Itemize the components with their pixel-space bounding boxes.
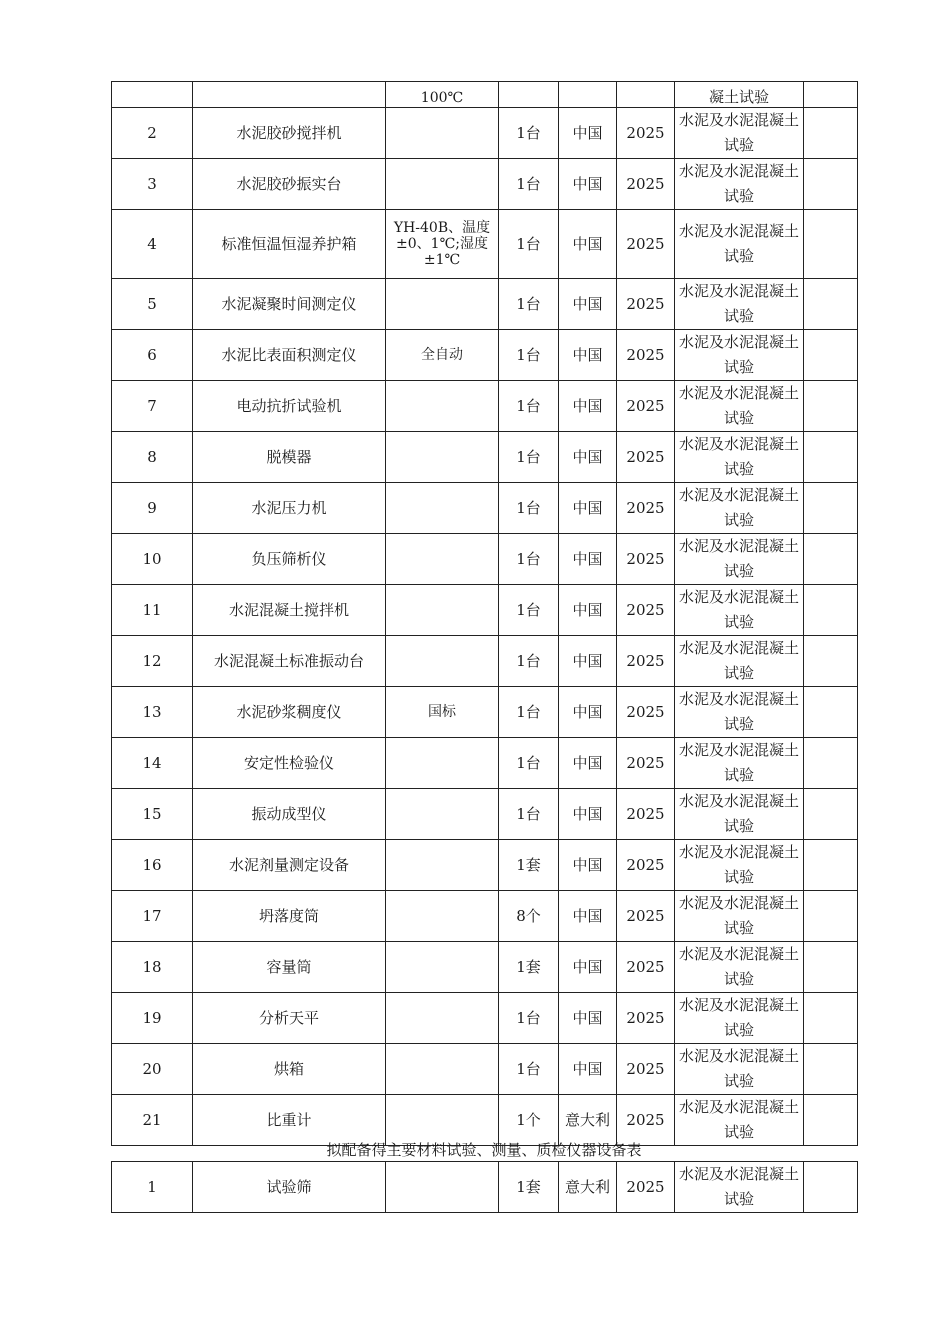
cell-no: 16 <box>112 840 193 891</box>
table-row <box>112 789 858 840</box>
cell-year: 2025 <box>617 993 675 1044</box>
cell-year: 2025 <box>617 1044 675 1095</box>
cell-year: 2025 <box>617 738 675 789</box>
cell-use: 水泥及水泥混凝土试验 <box>675 1095 804 1146</box>
cell-qty: 1台 <box>499 993 559 1044</box>
cell-spec <box>386 993 499 1044</box>
cell-spec <box>386 381 499 432</box>
cell-name: 水泥胶砂搅拌机 <box>193 108 386 159</box>
cell-use: 水泥及水泥混凝土试验 <box>675 534 804 585</box>
cell-use: 水泥及水泥混凝土试验 <box>675 1162 804 1213</box>
cell-origin: 意大利 <box>559 1162 617 1213</box>
cell-qty: 1台 <box>499 636 559 687</box>
table-row <box>112 738 858 789</box>
cell-no: 14 <box>112 738 193 789</box>
cell-remark <box>804 381 858 432</box>
cell-remark <box>804 534 858 585</box>
cell-no: 17 <box>112 891 193 942</box>
cell-qty: 1台 <box>499 738 559 789</box>
cell-spec <box>386 1162 499 1213</box>
cell-remark <box>804 483 858 534</box>
cell-remark <box>804 789 858 840</box>
cell-qty: 8个 <box>499 891 559 942</box>
table-row <box>112 993 858 1044</box>
cell-use: 水泥及水泥混凝土试验 <box>675 942 804 993</box>
cell-year: 2025 <box>617 687 675 738</box>
cell-qty: 1台 <box>499 108 559 159</box>
table-row <box>112 432 858 483</box>
cell-remark <box>804 279 858 330</box>
cell-name: 标准恒温恒湿养护箱 <box>193 210 386 279</box>
cell-remark <box>804 82 858 108</box>
cell-qty: 1个 <box>499 1095 559 1146</box>
continued-row <box>112 82 858 108</box>
cell-qty: 1套 <box>499 840 559 891</box>
cell-name: 电动抗折试验机 <box>193 381 386 432</box>
cell-remark <box>804 840 858 891</box>
cell-origin <box>559 82 617 108</box>
cell-no: 11 <box>112 585 193 636</box>
cell-use: 水泥及水泥混凝土试验 <box>675 789 804 840</box>
cell-origin: 中国 <box>559 789 617 840</box>
table-row <box>112 108 858 159</box>
cell-no: 4 <box>112 210 193 279</box>
cell-qty: 1套 <box>499 942 559 993</box>
cell-no: 9 <box>112 483 193 534</box>
cell-remark <box>804 687 858 738</box>
table-row <box>112 585 858 636</box>
cell-qty: 1台 <box>499 585 559 636</box>
cell-qty: 1台 <box>499 159 559 210</box>
cell-no: 6 <box>112 330 193 381</box>
cell-year: 2025 <box>617 840 675 891</box>
cell-origin: 中国 <box>559 381 617 432</box>
cell-origin: 中国 <box>559 891 617 942</box>
cell-name: 比重计 <box>193 1095 386 1146</box>
cell-remark <box>804 159 858 210</box>
cell-origin: 中国 <box>559 279 617 330</box>
cell-name: 烘箱 <box>193 1044 386 1095</box>
cell-no: 1 <box>112 1162 193 1213</box>
cell-name <box>193 82 386 108</box>
cell-qty: 1台 <box>499 483 559 534</box>
table-row <box>112 210 858 279</box>
cell-qty: 1台 <box>499 279 559 330</box>
cell-qty: 1台 <box>499 432 559 483</box>
cell-remark <box>804 330 858 381</box>
cell-remark <box>804 432 858 483</box>
cell-name: 试验筛 <box>193 1162 386 1213</box>
equipment-table <box>111 1161 858 1213</box>
cell-remark <box>804 891 858 942</box>
cell-use: 水泥及水泥混凝土试验 <box>675 585 804 636</box>
cell-no: 5 <box>112 279 193 330</box>
cell-use: 水泥及水泥混凝土试验 <box>675 432 804 483</box>
cell-name: 水泥比表面积测定仪 <box>193 330 386 381</box>
cell-name: 安定性检验仪 <box>193 738 386 789</box>
cell-year: 2025 <box>617 381 675 432</box>
table-row <box>112 279 858 330</box>
cell-name: 脱模器 <box>193 432 386 483</box>
cell-name: 水泥剂量测定设备 <box>193 840 386 891</box>
cell-no: 2 <box>112 108 193 159</box>
cell-no: 15 <box>112 789 193 840</box>
cell-spec: 100℃ <box>386 82 499 108</box>
cell-use: 水泥及水泥混凝土试验 <box>675 687 804 738</box>
cell-year: 2025 <box>617 585 675 636</box>
cell-name: 坍落度筒 <box>193 891 386 942</box>
table-row <box>112 636 858 687</box>
table-row <box>112 483 858 534</box>
cell-year: 2025 <box>617 210 675 279</box>
cell-origin: 中国 <box>559 330 617 381</box>
table-row <box>112 381 858 432</box>
cell-spec <box>386 279 499 330</box>
cell-qty: 1台 <box>499 210 559 279</box>
cell-origin: 中国 <box>559 1044 617 1095</box>
cell-spec <box>386 1095 499 1146</box>
cell-spec: 国标 <box>386 687 499 738</box>
cell-remark <box>804 210 858 279</box>
cell-use: 水泥及水泥混凝土试验 <box>675 636 804 687</box>
cell-qty: 1台 <box>499 789 559 840</box>
cell-use: 水泥及水泥混凝土试验 <box>675 738 804 789</box>
cell-name: 振动成型仪 <box>193 789 386 840</box>
cell-use: 水泥及水泥混凝土试验 <box>675 1044 804 1095</box>
cell-no: 13 <box>112 687 193 738</box>
cell-spec <box>386 108 499 159</box>
cell-remark <box>804 1044 858 1095</box>
cell-year: 2025 <box>617 942 675 993</box>
cell-no: 8 <box>112 432 193 483</box>
cell-qty: 1台 <box>499 687 559 738</box>
cell-spec <box>386 159 499 210</box>
cell-year: 2025 <box>617 108 675 159</box>
cell-name: 水泥混凝土搅拌机 <box>193 585 386 636</box>
table-row <box>112 891 858 942</box>
cell-no: 10 <box>112 534 193 585</box>
cell-origin: 中国 <box>559 687 617 738</box>
cell-no <box>112 82 193 108</box>
cell-spec <box>386 585 499 636</box>
cell-origin: 中国 <box>559 159 617 210</box>
cell-spec <box>386 891 499 942</box>
cell-remark <box>804 585 858 636</box>
table-caption: 拟配备得主要材料试验、测量、质检仪器设备表 <box>326 1141 642 1159</box>
table-row <box>112 942 858 993</box>
cell-use: 水泥及水泥混凝土试验 <box>675 891 804 942</box>
cell-year: 2025 <box>617 1162 675 1213</box>
cell-year: 2025 <box>617 636 675 687</box>
cell-name: 容量筒 <box>193 942 386 993</box>
table-row <box>112 840 858 891</box>
cell-origin: 中国 <box>559 942 617 993</box>
cell-no: 20 <box>112 1044 193 1095</box>
equipment-table-continued <box>111 81 858 1146</box>
cell-use: 水泥及水泥混凝土试验 <box>675 108 804 159</box>
table-row <box>112 1095 858 1146</box>
cell-use: 水泥及水泥混凝土试验 <box>675 483 804 534</box>
cell-year: 2025 <box>617 1095 675 1146</box>
cell-qty: 1台 <box>499 534 559 585</box>
cell-use: 水泥及水泥混凝土试验 <box>675 279 804 330</box>
cell-spec <box>386 432 499 483</box>
cell-origin: 中国 <box>559 534 617 585</box>
cell-name: 水泥砂浆稠度仪 <box>193 687 386 738</box>
cell-use: 水泥及水泥混凝土试验 <box>675 840 804 891</box>
cell-year: 2025 <box>617 483 675 534</box>
cell-spec: YH-40B、温度±0、1℃;湿度±1℃ <box>386 210 499 279</box>
cell-year: 2025 <box>617 534 675 585</box>
cell-origin: 中国 <box>559 585 617 636</box>
table-row <box>112 330 858 381</box>
cell-name: 负压筛析仪 <box>193 534 386 585</box>
table-row <box>112 1044 858 1095</box>
cell-no: 12 <box>112 636 193 687</box>
table-row <box>112 687 858 738</box>
cell-remark <box>804 942 858 993</box>
cell-spec <box>386 1044 499 1095</box>
cell-no: 7 <box>112 381 193 432</box>
cell-name: 水泥胶砂振实台 <box>193 159 386 210</box>
cell-spec <box>386 942 499 993</box>
cell-spec <box>386 738 499 789</box>
table-row <box>112 534 858 585</box>
cell-use: 水泥及水泥混凝土试验 <box>675 210 804 279</box>
cell-year: 2025 <box>617 279 675 330</box>
cell-origin: 中国 <box>559 210 617 279</box>
cell-name: 水泥凝聚时间测定仪 <box>193 279 386 330</box>
cell-remark <box>804 993 858 1044</box>
cell-year: 2025 <box>617 330 675 381</box>
cell-qty: 1台 <box>499 330 559 381</box>
cell-year: 2025 <box>617 789 675 840</box>
cell-name: 水泥压力机 <box>193 483 386 534</box>
cell-origin: 中国 <box>559 738 617 789</box>
cell-year: 2025 <box>617 159 675 210</box>
cell-no: 18 <box>112 942 193 993</box>
cell-use: 凝土试验 <box>675 82 804 108</box>
cell-origin: 中国 <box>559 840 617 891</box>
cell-origin: 中国 <box>559 636 617 687</box>
cell-spec: 全自动 <box>386 330 499 381</box>
cell-remark <box>804 636 858 687</box>
cell-origin: 意大利 <box>559 1095 617 1146</box>
cell-spec <box>386 534 499 585</box>
cell-spec <box>386 840 499 891</box>
cell-remark <box>804 738 858 789</box>
cell-spec <box>386 789 499 840</box>
cell-origin: 中国 <box>559 993 617 1044</box>
cell-year <box>617 82 675 108</box>
table-row <box>112 1162 858 1213</box>
cell-origin: 中国 <box>559 108 617 159</box>
cell-qty <box>499 82 559 108</box>
cell-qty: 1套 <box>499 1162 559 1213</box>
table-row <box>112 159 858 210</box>
cell-qty: 1台 <box>499 1044 559 1095</box>
cell-name: 水泥混凝土标准振动台 <box>193 636 386 687</box>
cell-use: 水泥及水泥混凝土试验 <box>675 993 804 1044</box>
cell-qty: 1台 <box>499 381 559 432</box>
cell-use: 水泥及水泥混凝土试验 <box>675 330 804 381</box>
cell-origin: 中国 <box>559 483 617 534</box>
cell-year: 2025 <box>617 432 675 483</box>
cell-remark <box>804 1095 858 1146</box>
cell-name: 分析天平 <box>193 993 386 1044</box>
cell-no: 3 <box>112 159 193 210</box>
cell-remark <box>804 108 858 159</box>
cell-remark <box>804 1162 858 1213</box>
cell-year: 2025 <box>617 891 675 942</box>
cell-no: 21 <box>112 1095 193 1146</box>
cell-origin: 中国 <box>559 432 617 483</box>
cell-spec <box>386 483 499 534</box>
cell-use: 水泥及水泥混凝土试验 <box>675 381 804 432</box>
cell-spec <box>386 636 499 687</box>
cell-use: 水泥及水泥混凝土试验 <box>675 159 804 210</box>
cell-no: 19 <box>112 993 193 1044</box>
